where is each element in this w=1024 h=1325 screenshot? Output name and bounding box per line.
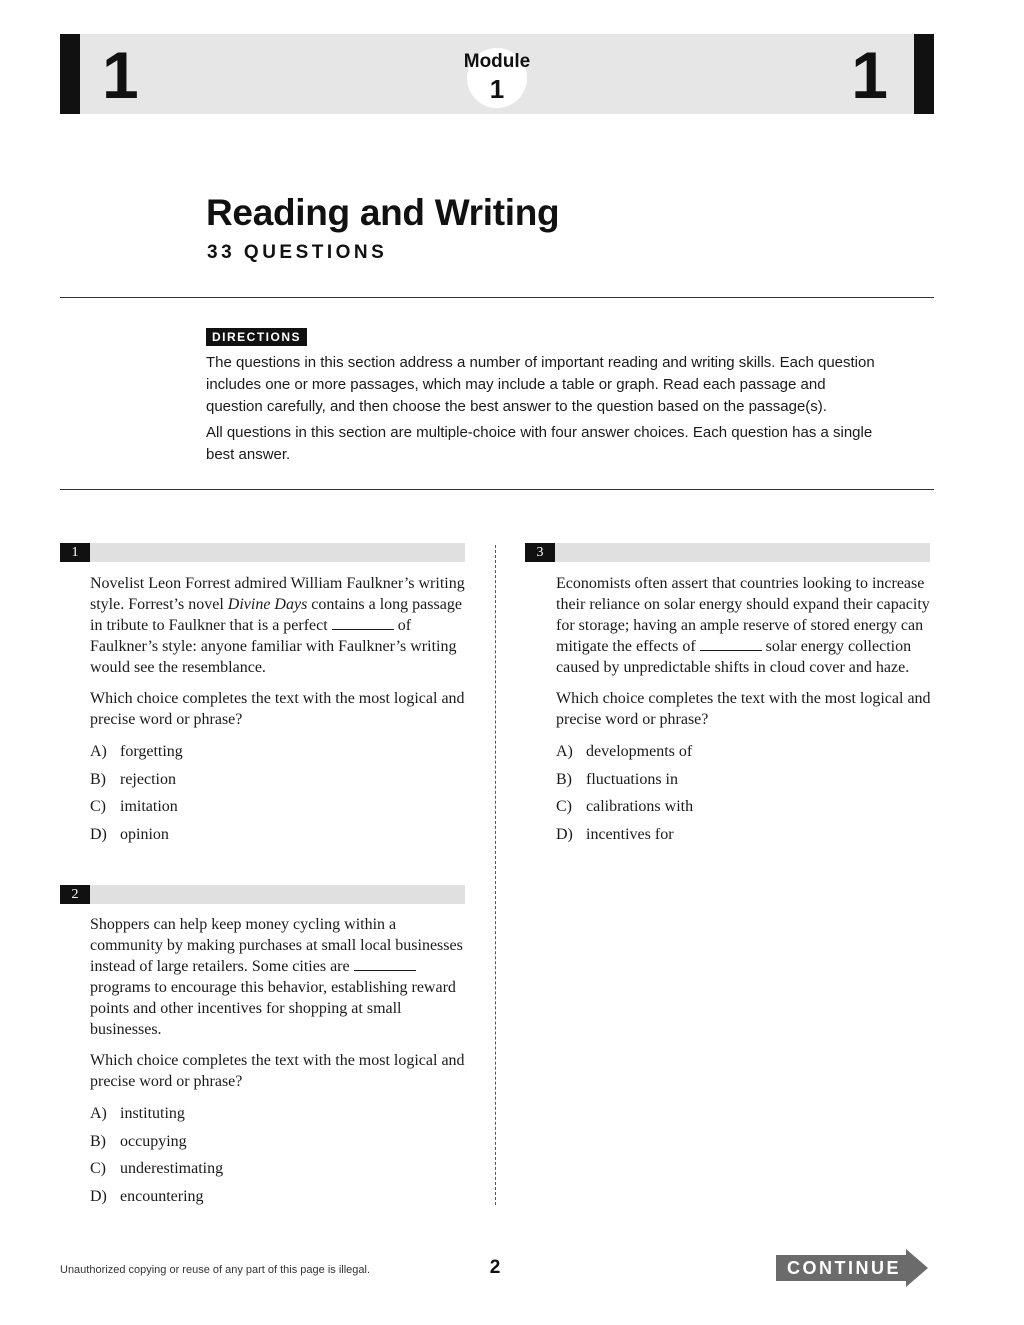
module-number: 1 (489, 74, 505, 104)
choice-b[interactable] (90, 769, 466, 797)
choice-text: occupying (120, 1132, 187, 1150)
choice-text: encountering (120, 1187, 204, 1205)
choice-text: opinion (120, 825, 169, 843)
copyright-notice: Unauthorized copying or reuse of any part of this page is illegal. (60, 1264, 371, 1276)
divider-rule-bottom (60, 489, 934, 490)
question-1-passage (90, 573, 466, 678)
question-3-prompt: Which choice completes the text with the most logical and precise word or phrase? (556, 690, 931, 728)
continue-button[interactable] (776, 1249, 928, 1287)
choice-letter: B) (90, 1132, 106, 1150)
choice-b[interactable] (556, 769, 932, 797)
module-label: Module (463, 51, 531, 72)
choice-d[interactable] (90, 824, 466, 852)
choice-c[interactable] (556, 796, 932, 824)
question-3-passage (556, 573, 932, 678)
passage-text: contains a long passage in tribute to Faulkner that is a perfect (90, 596, 462, 634)
question-2-prompt: Which choice completes the text with the most logical and precise word or phrase? (90, 1052, 465, 1090)
question-1-prompt: Which choice completes the text with the most logical and precise word or phrase? (90, 690, 465, 728)
question-3 (556, 573, 932, 851)
header-right-bar (914, 34, 934, 114)
choice-letter: A) (90, 1105, 107, 1122)
choice-letter: C) (90, 798, 106, 815)
choice-a[interactable] (90, 1103, 466, 1131)
question-1-number: 1 (60, 543, 90, 562)
answer-blank (332, 615, 394, 630)
passage-text: Shoppers can help keep money cycling within a community by making purchases at small local businesses instead of large retailers. Some cities are (90, 916, 463, 975)
choice-letter: B) (90, 770, 106, 788)
question-2-passage (90, 914, 466, 1040)
page-number: 2 (489, 1257, 501, 1278)
choice-text: underestimating (120, 1160, 224, 1177)
choice-text: rejection (120, 770, 176, 788)
passage-text: of Faulkner’s style: anyone familiar with Faulkner’s writing would see the resemblance. (90, 617, 457, 676)
passage-text: Economists often assert that countries looking to increase their reliance on solar energy should expand their capacity for storage; having an ample reserve of stored energy can mitigate the effects of (556, 575, 930, 655)
question-3-choices (556, 741, 932, 851)
question-3-number: 3 (525, 543, 555, 562)
choice-text: forgetting (120, 743, 183, 760)
answer-blank (354, 956, 416, 971)
answer-blank (700, 636, 762, 651)
passage-text: Novelist Leon Forrest admired William Faulkner’s writing style. Forrest’s novel (90, 575, 465, 613)
choice-letter: C) (556, 798, 572, 815)
choice-text: imitation (120, 798, 178, 815)
page-title: Reading and Writing (206, 192, 560, 233)
divider-rule-top (60, 297, 934, 298)
directions-badge: DIRECTIONS (206, 328, 307, 346)
question-2 (90, 914, 466, 1213)
choice-d[interactable] (90, 1186, 466, 1214)
choice-letter: A) (90, 743, 107, 760)
question-count: 33 QUESTIONS (207, 242, 388, 263)
choice-d[interactable] (556, 824, 932, 852)
choice-letter: A) (556, 743, 573, 760)
choice-text: instituting (120, 1105, 185, 1122)
module-header-band (60, 34, 934, 114)
choice-a[interactable] (556, 741, 932, 769)
question-2-choices (90, 1103, 466, 1213)
choice-c[interactable] (90, 796, 466, 824)
continue-label: CONTINUE (787, 1258, 901, 1278)
choice-letter: D) (90, 825, 107, 843)
question-3-header (525, 543, 930, 562)
choice-text: calibrations with (586, 798, 694, 815)
question-2-header (60, 885, 465, 904)
choice-text: fluctuations in (586, 770, 678, 788)
question-1-choices (90, 741, 466, 851)
choice-b[interactable] (90, 1131, 466, 1159)
choice-letter: B) (556, 770, 572, 788)
section-number-left: 1 (102, 38, 139, 112)
question-1-header (60, 543, 465, 562)
directions-paragraph-1: The questions in this section address a number of important reading and writing skills. Each question includes one or more passages, which may include a table or graph. Read each passage and question carefully, and then choose the best answer to the question based on the passage(s). (206, 354, 875, 415)
choice-text: incentives for (586, 825, 674, 843)
choice-a[interactable] (90, 741, 466, 769)
passage-italic-title: Divine Days (227, 596, 308, 613)
section-number-right: 1 (851, 38, 888, 112)
passage-text: programs to encourage this behavior, establishing reward points and other incentives for shopping at small businesses. (90, 979, 456, 1038)
question-1 (90, 573, 466, 851)
choice-letter: D) (90, 1187, 107, 1205)
choice-text: developments of (586, 743, 693, 760)
choice-letter: C) (90, 1160, 106, 1177)
choice-letter: D) (556, 825, 573, 843)
column-divider (495, 545, 496, 1205)
passage-text: solar energy collection caused by unpredictable shifts in cloud cover and haze. (556, 638, 912, 676)
directions-paragraph-2: All questions in this section are multiple-choice with four answer choices. Each question has a single best answer. (206, 424, 873, 463)
question-2-number: 2 (60, 885, 90, 904)
choice-c[interactable] (90, 1158, 466, 1186)
